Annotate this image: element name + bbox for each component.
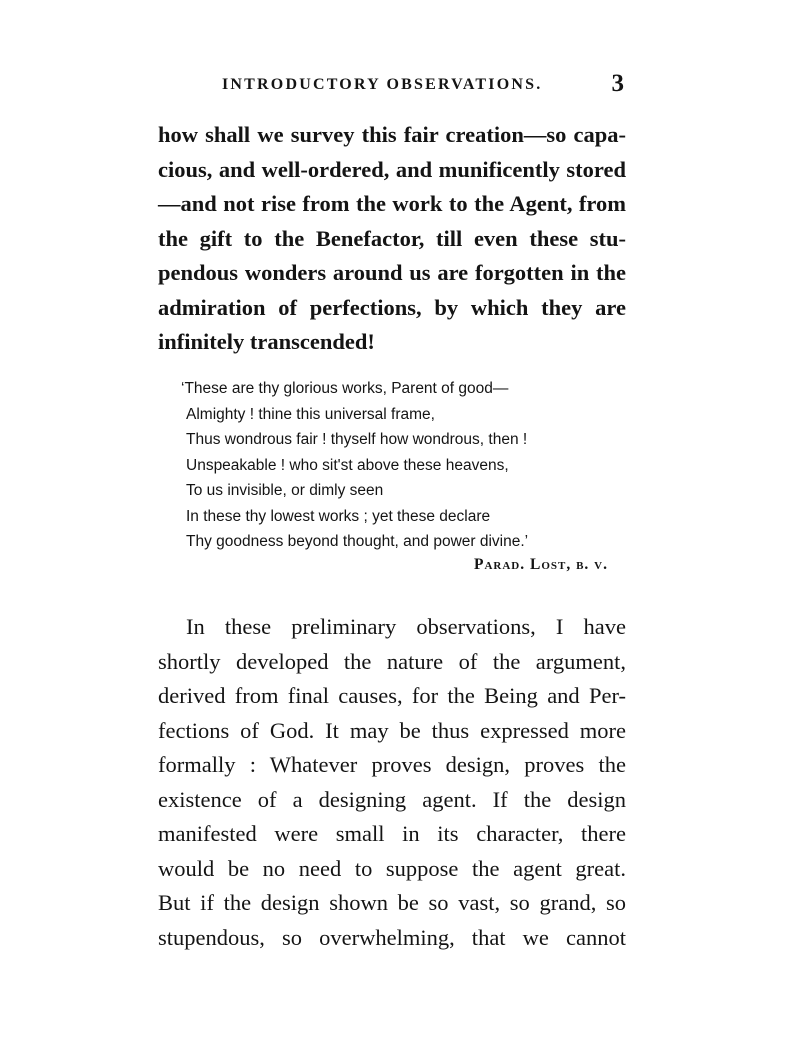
text-line: pendous wonders around us are forgotten in the — [158, 260, 626, 285]
text-line: In these preliminary observations, I have — [186, 614, 626, 639]
running-head — [158, 72, 626, 102]
verse-line: ‘These are thy glorious works, Parent of good— — [181, 380, 509, 397]
verse-line: In these thy lowest works ; yet these declare — [186, 507, 491, 525]
text-line: the gift to the Benefactor, till even these stu- — [158, 225, 626, 251]
verse-line: To us invisible, or dimly seen — [186, 482, 384, 499]
running-title: INTRODUCTORY OBSERVATIONS. — [222, 76, 543, 93]
text-line: infinitely transcended! — [158, 329, 375, 354]
verse-quotation — [181, 376, 616, 573]
text-line: would be no need to suppose the agent great. — [158, 855, 626, 881]
verse-line: Unspeakable ! who sit'st above these heavens, — [186, 456, 509, 474]
quotation-attribution: Parad. Lost, b. v. — [474, 556, 608, 573]
text-line: shortly developed the nature of the argument, — [158, 648, 626, 674]
text-line: stupendous, so overwhelming, that we cannot — [158, 924, 626, 950]
text-line: But if the design shown be so vast, so grand, so — [158, 890, 626, 915]
text-line: derived from final causes, for the Being and Per- — [158, 683, 626, 708]
text-line: fections of God. It may be thus expressed more — [158, 717, 626, 743]
verse-line: Thy goodness beyond thought, and power divine.’ — [186, 533, 529, 550]
text-line: manifested were small in its character, there — [158, 821, 626, 846]
text-line: cious, and well-ordered, and munificently stored — [158, 156, 626, 182]
verse-line: Thus wondrous fair ! thyself how wondrous, then ! — [186, 431, 528, 448]
paragraph-1 — [158, 118, 626, 360]
text-line: how shall we survey this fair creation—so capa- — [158, 122, 626, 147]
text-line: admiration of perfections, by which they are — [158, 294, 626, 320]
text-line: existence of a designing agent. If the design — [158, 786, 626, 812]
text-line: formally : Whatever proves design, proves the — [158, 752, 626, 777]
text-line: —and not rise from the work to the Agent, from — [158, 191, 626, 216]
paragraph-2 — [158, 610, 626, 955]
page-number: 3 — [611, 70, 624, 97]
verse-line: Almighty ! thine this universal frame, — [186, 405, 435, 423]
